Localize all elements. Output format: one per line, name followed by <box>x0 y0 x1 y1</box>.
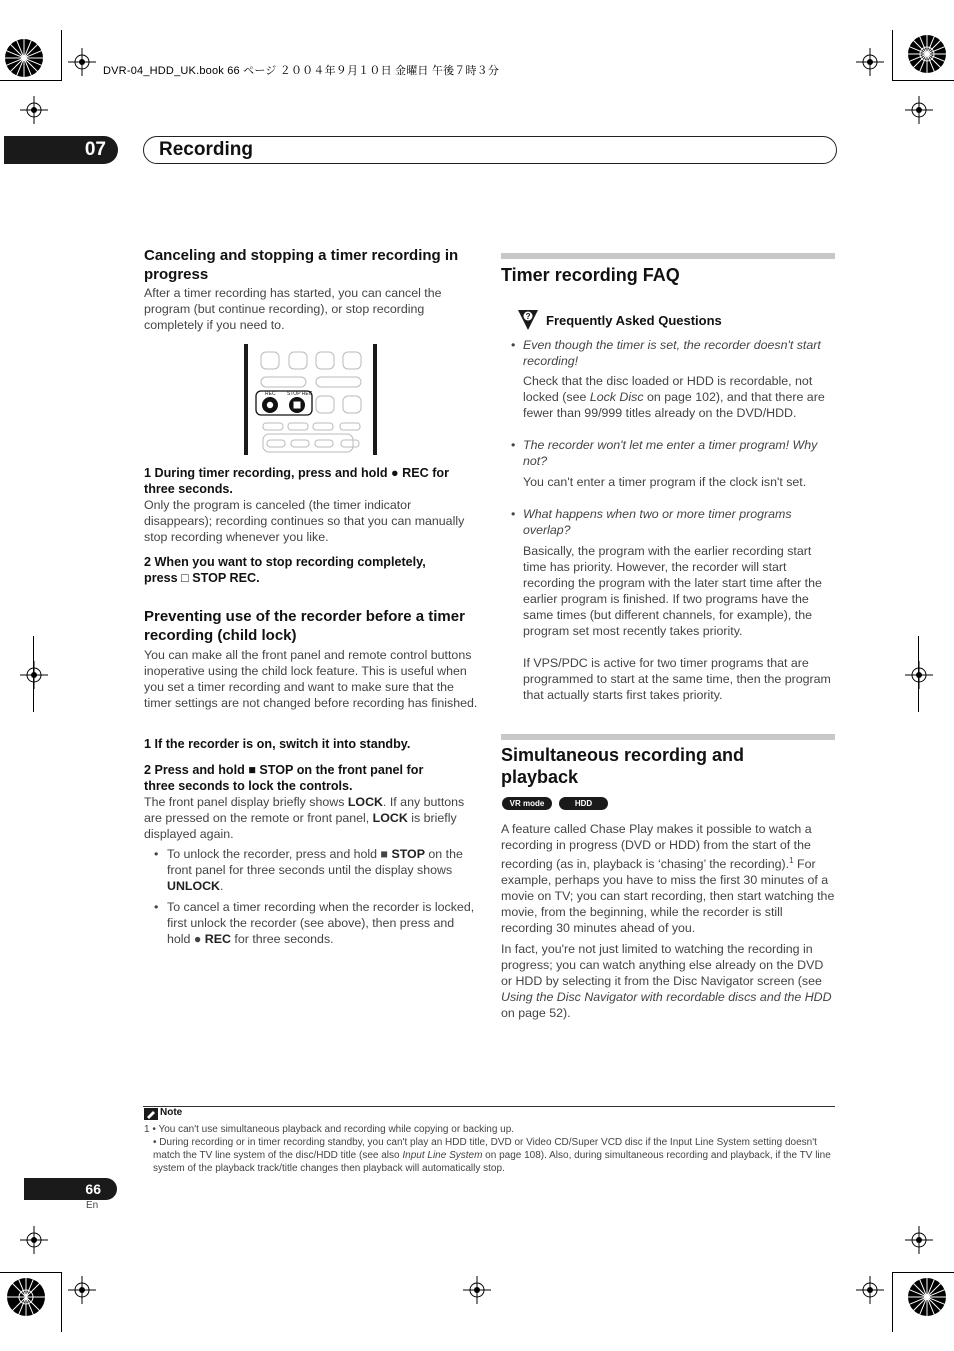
faq-question-3: What happens when two or more timer programs overlap? <box>523 507 792 537</box>
faq-answer-1: Check that the disc loaded or HDD is recordable, not locked (see Lock Disc on page 102), and that there are fewer than 99/999 titles already on the DVD/HDD. <box>523 374 825 420</box>
page-number-badge: 66 <box>24 1178 117 1200</box>
child-lock-intro: You can make all the front panel and remote control buttons inoperative using the child lock feature. This is useful when you set a timer recording and want to make sure that the timer settings are not changed before recording has finished. <box>144 648 478 710</box>
crosshair-mark <box>20 1226 48 1254</box>
note-line-2: • During recording or in timer recording standby, you can't play an HDD title, DVD or Video CD/Super VCD disc if the Input Line System setting doesn't match the TV line system of the disc/HDD title (see also Input Line System on page 108). Also, during simultaneous recording and playback, if the TV line system of the playback track/title changes then playback will automatically stop. <box>153 1137 831 1174</box>
note-pencil-icon <box>144 1108 158 1120</box>
faq-question-2: The recorder won't let me enter a timer program! Why not? <box>523 438 818 468</box>
child-lock-step-1: 1 If the recorder is on, switch it into standby. <box>144 737 411 751</box>
faq-answer-2: You can't enter a timer program if the clock isn't set. <box>523 475 807 489</box>
remote-control-illustration <box>243 344 380 456</box>
section-title-simultaneous: Simultaneous recording and playback <box>501 745 745 787</box>
note-line-1: 1 • You can't use simultaneous playback and recording while copying or backing up. <box>144 1124 515 1135</box>
bullet-dot: • <box>511 338 516 352</box>
bullet-dot: • <box>511 507 516 521</box>
crosshair-mark <box>463 1276 491 1304</box>
chapter-number-badge: 07 <box>4 136 118 164</box>
section-divider <box>501 253 835 259</box>
crosshair-mark <box>905 96 933 124</box>
crosshair-mark <box>856 48 884 76</box>
trim-line <box>918 636 919 712</box>
faq-answer-3b: If VPS/PDC is active for two timer programs that are programmed to start at the same time, then the program that actually starts first takes priority. <box>523 656 831 702</box>
section-title-child-lock: Preventing use of the recorder before a timer recording (child lock) <box>144 608 465 644</box>
svg-text:?: ? <box>525 312 531 321</box>
crosshair-mark <box>905 1226 933 1254</box>
bullet-dot: • <box>154 900 159 914</box>
trim-line <box>0 80 62 81</box>
step-1-title: 1 During timer recording, press and hold ● REC for three seconds. <box>144 466 449 496</box>
trim-line <box>892 30 893 80</box>
trim-line <box>61 1272 62 1332</box>
simultaneous-paragraph-2: In fact, you're not just limited to watching the recording in progress; you can watch anything else already on the DVD or HDD by selecting it from the Disc Navigator screen (see Using the Disc Navigator with recordable discs and the HDD on page 52). <box>501 942 832 1020</box>
bullet-dot: • <box>154 847 159 861</box>
registration-wheel-bottom-right <box>905 1275 949 1319</box>
chapter-title-bar <box>143 136 837 164</box>
registration-wheel-top-left <box>2 36 46 80</box>
faq-question-icon <box>516 308 540 332</box>
trim-line <box>892 1272 954 1273</box>
svg-text:STOP REC: STOP REC <box>287 391 313 397</box>
section-title-cancel-timer: Canceling and stopping a timer recording in progress <box>144 247 459 283</box>
svg-text:REC: REC <box>265 391 276 397</box>
section-intro: After a timer recording has started, you can cancel the program (but continue recording), or stop recording completely if you need to. <box>144 286 442 332</box>
trim-line <box>892 80 954 81</box>
section-divider <box>501 734 835 740</box>
crop-header: DVR-04_HDD_UK.book 66 ページ ２００４年９月１０日 金曜日 午後７時３分 <box>103 65 500 77</box>
faq-question-1: Even though the timer is set, the recorder doesn't start recording! <box>523 338 821 368</box>
note-title: Note <box>160 1107 183 1118</box>
note-divider <box>143 1106 835 1107</box>
step-2-title: 2 When you want to stop recording completely, press □ STOP REC. <box>144 555 426 585</box>
trim-line <box>892 1272 893 1332</box>
trim-line <box>0 1272 62 1273</box>
child-lock-body: The front panel display briefly shows LOCK. If any buttons are pressed on the remote or front panel, LOCK is briefly displayed again. <box>144 795 465 841</box>
faq-answer-3: Basically, the program with the earlier recording start time has priority. However, the recorder will start recording the program with the later start time after the earlier program is finished. If two programs have the same times (but different channels, for example), the program set most recently takes priority. <box>523 544 822 638</box>
hdd-badge: HDD <box>559 797 608 810</box>
cancel-bullet: To cancel a timer recording when the recorder is locked, first unlock the recorder (see above), then press and hold ● REC for three seconds. <box>167 900 475 946</box>
crosshair-mark <box>905 661 933 689</box>
registration-wheel-top-right <box>905 32 949 76</box>
crosshair-mark <box>20 661 48 689</box>
section-title-faq: Timer recording FAQ <box>501 265 680 285</box>
chapter-title: Recording <box>159 139 253 160</box>
crosshair-mark <box>68 1276 96 1304</box>
vr-mode-badge: VR mode <box>502 797 552 810</box>
page-language: En <box>86 1200 99 1211</box>
step-1-body: Only the program is canceled (the timer indicator disappears); recording continues so that you can manually stop recording whenever you like. <box>144 498 465 544</box>
trim-line <box>61 30 62 80</box>
unlock-bullet: To unlock the recorder, press and hold ■ STOP on the front panel for three seconds until the display shows UNLOCK. <box>167 847 463 893</box>
bullet-dot: • <box>511 438 516 452</box>
faq-subtitle: Frequently Asked Questions <box>546 313 722 328</box>
simultaneous-paragraph-1: A feature called Chase Play makes it possible to watch a recording in progress (DVD or HDD) from the start of the recording (as in, playback is ‘chasing’ the recording).$^1$ For example, perhaps you have to miss the first 30 minutes of a movie on TV; you can start recording, then start watching the movie, from the beginning, while the recorder is still recording 30 minutes ahead of you. <box>501 822 835 936</box>
crosshair-mark <box>68 48 96 76</box>
crosshair-mark <box>856 1276 884 1304</box>
crosshair-mark <box>20 96 48 124</box>
trim-line <box>33 636 34 712</box>
child-lock-step-2: 2 Press and hold ■ STOP on the front panel for three seconds to lock the controls. <box>144 763 424 793</box>
registration-wheel-bottom-left <box>4 1275 48 1319</box>
